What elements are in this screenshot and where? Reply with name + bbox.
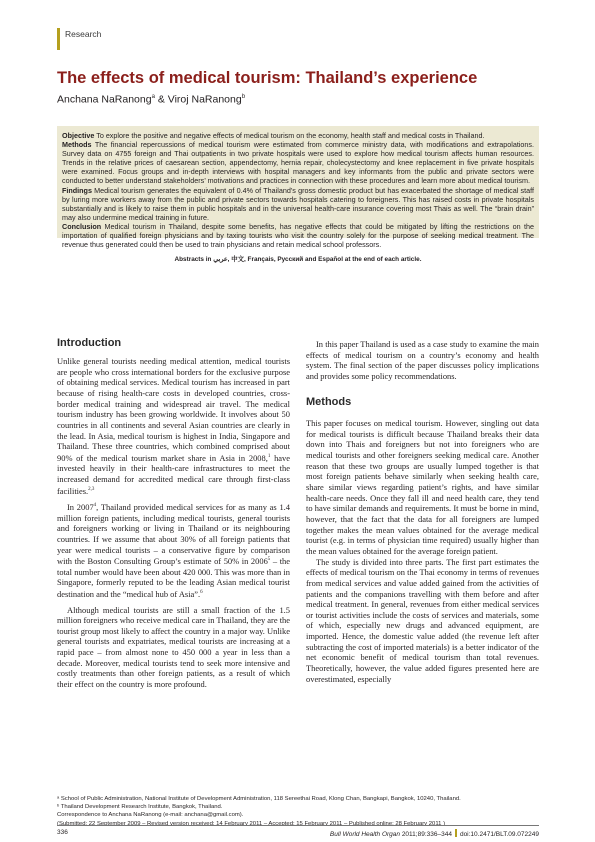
abstract-label: Conclusion — [62, 221, 102, 231]
author-name: Anchana NaRanong — [57, 93, 152, 106]
citation-ref: 5 — [267, 557, 271, 563]
abstract-label: Findings — [62, 185, 92, 195]
citation-ref: 2,3 — [88, 486, 95, 492]
footnote-affiliation-b: ᵇ Thailand Development Research Institute, Bangkok, Thailand. — [57, 804, 223, 811]
abstract-objective — [62, 131, 534, 140]
section-label: Research — [57, 28, 101, 50]
article-title: The effects of medical tourism: Thailand’s experience — [57, 69, 478, 87]
footnotes — [57, 795, 539, 828]
abstract-text: The financial repercussions of medical tourism were estimated from commerce ministry data, with modifications and extrapolations. Survey data on 4755 foreign and Thai outpatients in two private hospitals were used to explore how medical tourism affects human resources. Trends in the relative prices of caesarean section, appendectomy, hernia repair, cholecystectomy and knee replacement in five private hospitals were examined. Focus groups and in-depth interviews with hospital managers and key informants from the public and private sectors were conducted to better understand stakeholders’ motivations and practices in connection with these procedures and learn more about medical tourism. — [62, 140, 534, 186]
footnote-correspondence: Correspondence to Anchana NaRanong (e-mail: anchana@gmail.com). — [57, 812, 244, 819]
abstract-conclusion — [62, 222, 534, 249]
body-paragraph: The study is divided into three parts. The first part estimates the effects of medical tourism on the Thai economy in terms of revenues from medical services and value added gained from the activities of patients and the companions travelling with them before and after medical treatment. In general, revenues from either medical services or tourist activities include the costs of services and materials, some of which, especially new drugs and advanced equipment, are imported. Hence, the domestic value added (the revenue left after subtracting the cost of imported materials) is a better indicator of the net economic benefit of medical tourism than total revenues. Theoretically, however, the value added figures presented here are overestimated, especially — [306, 556, 539, 684]
left-column — [57, 356, 290, 690]
author-separator: & — [154, 93, 168, 106]
body-paragraph: Although medical tourists are still a small fraction of the 1.5 million foreigners who receive medical care in Thailand, they are the tourist group most likely to affect the country in a major way. Unlike general tourists and expatriates, medical tourists are increasing at a rapid pace – from almost none to 450 000 a year in less than a decade. Moreover, medical tourists tend to seek more intensive and costly treatments than other foreign patients, as a result of which their effect on the country is more profound. — [57, 604, 290, 690]
journal-citation — [330, 829, 539, 838]
affiliation-marker: b — [241, 94, 246, 100]
right-column — [306, 339, 539, 382]
page-number: 336 — [57, 829, 68, 836]
abstract-text: To explore the positive and negative effects of medical tourism on the economy, health staff and medical costs in Thailand. — [94, 131, 485, 140]
journal-name: Bull World Health Organ — [329, 831, 401, 838]
translated-abstracts-note: Abstracts in عربي, 中文, Français, Русский and Español at the end of each article. — [174, 256, 422, 263]
abstract-label: Methods — [62, 140, 92, 150]
body-paragraph: In this paper Thailand is used as a case study to examine the main effects of medical tourism on a country’s economy and health system. The final section of the paper discusses policy implications and provides some policy recommendations. — [306, 339, 539, 381]
citation-ref: 4 — [93, 503, 97, 509]
journal-volume: 2011;89:336–344 — [400, 831, 452, 838]
author-name: Viroj NaRanong — [167, 93, 242, 106]
citation-ref: 6 — [200, 590, 203, 596]
footer-divider — [57, 825, 539, 826]
body-paragraph: Unlike general tourists needing medical attention, medical tourists are people who cross international borders for the exclusive purpose of obtaining medical services. Medical tourism has increased in part because of rising health-care costs in developed countries, cross-border medical training and widespread air travel. The medical tourism industry has been growing worldwide. It involves about 50 countries in all continents and several Asian countries are clearly in the lead. In Asia, medical tourism is highest in India, Singapore and Thailand. These three countries, which combined comprised about 90% of the medical tourism market share in Asia in 2008,$^1$ have invested heavily in their health-care infrastructures to meet the increased demand for accredited medical care through first-class facilities.$^{2,3}$ — [57, 356, 290, 496]
abstract-box — [57, 126, 539, 250]
abstract-text: Medical tourism generates the equivalent of 0.4% of Thailand’s gross domestic product but has exacerbated the shortage of medical staff by luring more workers away from the public and private sectors towards hospitals catering to foreigners. This has raised costs in private hospitals substantially and is likely to raise them in public hospitals and in the universal health-care insurance covering most Thais as well. The “brain drain” may also undermine medical training in future. — [62, 185, 534, 222]
abstract-text: Medical tourism in Thailand, despite some benefits, has negative effects that could be mitigated by lifting the restrictions on the importation of qualified foreign physicians and by taxing tourists who visit the country solely for the purpose of seeking medical treatment. The revenue thus generated could then be used to train physicians and retain medical school professors. — [62, 221, 534, 250]
abstract-findings — [62, 186, 534, 222]
abstract-methods — [62, 140, 534, 185]
separator-bar — [455, 829, 457, 837]
right-column-methods — [306, 418, 539, 684]
citation-ref: 1 — [267, 453, 271, 459]
footnote-affiliation-a: ᵃ School of Public Administration, National Institute of Development Administration, 118 Sereethai Road, Klong Chan, Bangkapi, Bangkok, 10240, Thailand. — [57, 796, 461, 802]
footnote-dates: (Submitted: 22 September 2009 – Revised version received: 14 February 2011 – Accepted: 15 February 2011 – Published online: 28 February 2011 ) — [57, 820, 446, 827]
doi: doi:10.2471/BLT.09.072249 — [459, 831, 539, 838]
body-paragraph: In 2007$^4$, Thailand provided medical services for as many as 1.4 million foreign patients, including medical tourists, general tourists and foreigners working or living in Thailand or its neighbouring countries. If we assume that about 30% of all foreign patients that year were medical tourists – a conservative figure by comparison with the Boston Consulting Group’s estimate of 50% in 2006$^5$ – the total number would have been about 420 000. This was more than in Singapore, formerly reputed to be the leading Asian medical tourist destination and the “medical hub of Asia”.$^6$ — [57, 501, 290, 599]
section-heading-methods: Methods — [306, 396, 352, 408]
abstract-label: Objective — [62, 131, 95, 140]
affiliation-marker: a — [151, 94, 155, 100]
section-heading-introduction: Introduction — [57, 337, 122, 349]
author-line — [57, 91, 557, 107]
body-paragraph: This paper focuses on medical tourism. However, singling out data for medical tourists is difficult because Thailand breaks their data down into Thais and foreigners but not into foreigners who are medical tourists and other foreigners seeking medical care. Another reason that these two groups are usually lumped together is that most foreign patients behave similarly when seeking health care, share similar views regarding patient’s rights, and have similar health-care needs. Once they fall ill and need health care, they tend to have similar demands and requirements. It must be borne in mind, however, that the fact that the data for all foreigners are lumped together makes the mean values obtained for the average medical tourist (e.g. in terms of physician time required) usually higher than the mean values obtained for the average foreign patient. — [306, 418, 539, 556]
